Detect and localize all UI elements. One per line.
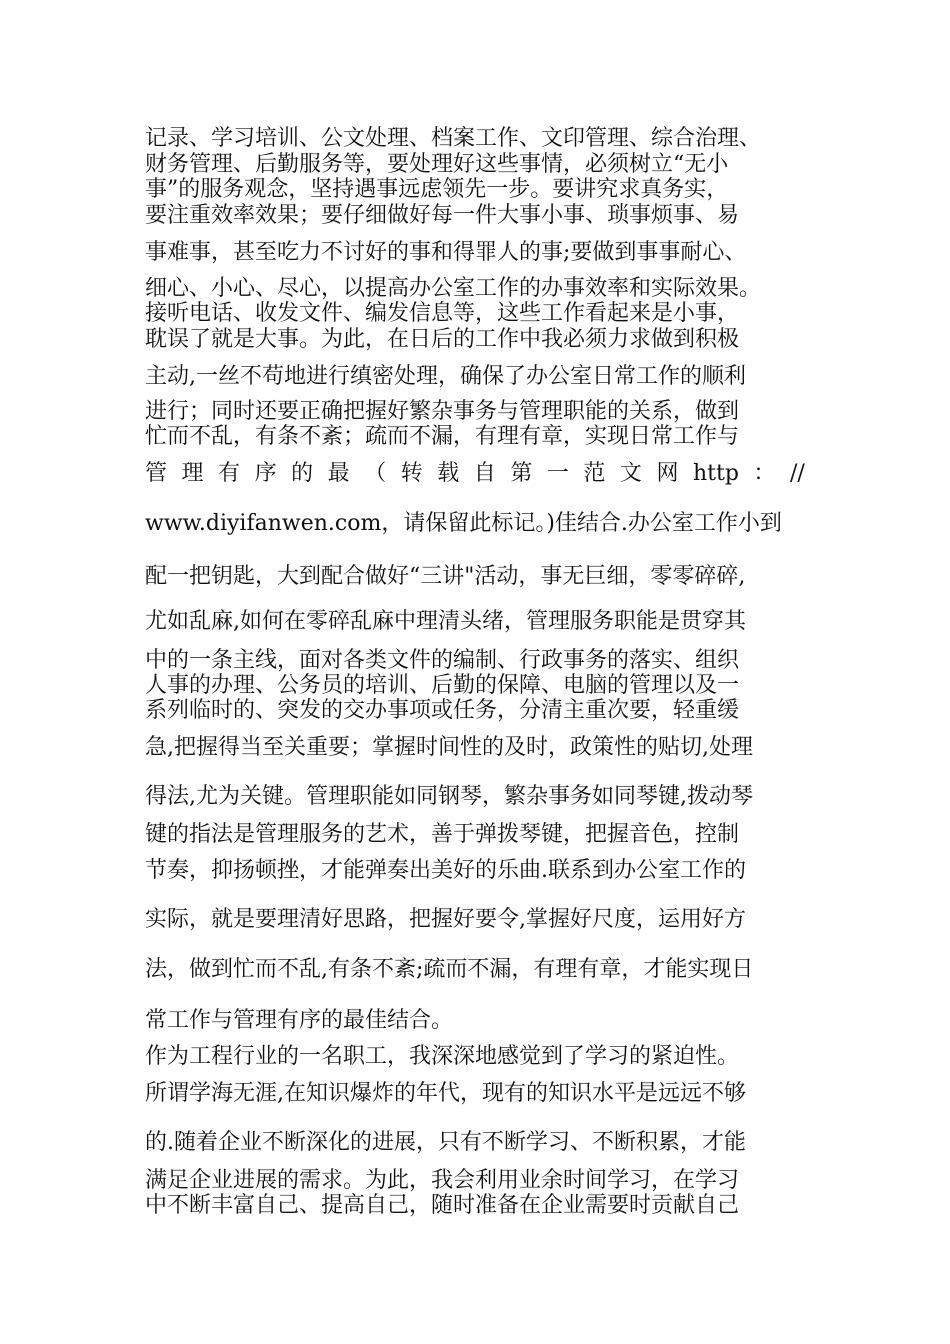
text-line: 财务管理、后勤服务等，要处理好这些事情，必须树立“无小 xyxy=(145,152,729,177)
text-line: 急,把握得当至关重要；掌握时间性的及时，政策性的贴切,处理 xyxy=(145,735,753,760)
spread-char: 自 xyxy=(473,461,496,486)
spread-char: 有 xyxy=(218,461,241,486)
text-line: 得法,尤为关键。管理职能如同钢琴，繁杂事务如同琴键,拨动琴 xyxy=(145,784,753,809)
spread-char: 管 xyxy=(145,461,168,486)
text-line: 法，做到忙而不乱,有条不紊;疏而不漏，有理有章，才能实现日 xyxy=(145,957,754,982)
spread-char: （ xyxy=(364,461,387,486)
text-line: 作为工程行业的一名职工，我深深地感觉到了学习的紧迫性。 xyxy=(145,1044,740,1069)
text-line: 事”的服务观念，坚持遇事远虑领先一步。要讲究求真务实， xyxy=(145,177,729,202)
text-line: 实际，就是要理清好思路，把握好要令,掌握好尺度，运用好方 xyxy=(145,907,746,932)
text-line: 耽误了就是大事。为此，在日后的工作中我必须力求做到积极 xyxy=(145,327,740,352)
text-line: 键的指法是管理服务的艺术，善于弹拨琴键，把握音色，控制 xyxy=(145,822,740,847)
text-line: 配一把钥匙，大到配合做好“三讲"活动，事无巨细，零零碎碎, xyxy=(145,564,746,589)
text-line: 节奏，抑扬顿挫，才能弹奏出美好的乐曲.联系到办公室工作的 xyxy=(145,858,746,883)
text-line: 进行；同时还要正确把握好繁杂事务与管理职能的关系，做到 xyxy=(145,399,740,424)
text-line: 满足企业进展的需求。为此，我会利用业余时间学习，在学习 xyxy=(145,1168,740,1193)
text-line: 要注重效率效果；要仔细做好每一件大事小事、琐事烦事、易 xyxy=(145,203,740,228)
spread-char: 序 xyxy=(254,461,277,486)
spread-char: 网 xyxy=(656,461,679,486)
spread-char: // xyxy=(789,461,805,486)
text-line: 系列临时的、突发的交办事项或任务，分清主重次要，轻重缓 xyxy=(145,698,740,723)
spread-char: 的 xyxy=(291,461,314,486)
text-line: 常工作与管理有序的最佳结合。 xyxy=(145,1008,454,1033)
text-line: 事难事，甚至吃力不讨好的事和得罪人的事;要做到事事耐心、 xyxy=(145,240,747,265)
spread-char: 转 xyxy=(400,461,423,486)
spread-char: http xyxy=(692,461,739,486)
text-line: www.diyifanwen.com，请保留此标记。)佳结合.办公室工作小到 xyxy=(145,511,782,536)
spread-char: 一 xyxy=(546,461,569,486)
text-line: 的.随着企业不断深化的进展，只有不断学习、不断积累，才能 xyxy=(145,1130,746,1155)
text-line: 忙而不乱，有条不紊；疏而不漏，有理有章，实现日常工作与 xyxy=(145,424,740,449)
spread-char: 载 xyxy=(437,461,460,486)
spread-char: 第 xyxy=(510,461,533,486)
text-line: 细心、小心、尽心，以提高办公室工作的办事效率和实际效果。 xyxy=(145,276,762,301)
text-line: 记录、学习培训、公文处理、档案工作、文印管理、综合治理、 xyxy=(145,126,762,151)
text-line: 中不断丰富自己、提高自己，随时准备在企业需要时贡献自己 xyxy=(145,1193,740,1218)
text-line: 接听电话、收发文件、编发信息等，这些工作看起来是小事， xyxy=(145,301,740,326)
spread-text-line xyxy=(145,461,805,487)
text-line: 中的一条主线，面对各类文件的编制、行政事务的落实、组织 xyxy=(145,648,740,673)
text-line: 所谓学海无涯,在知识爆炸的年代，现有的知识水平是远远不够 xyxy=(145,1081,746,1106)
text-line: 主动,一丝不苟地进行缜密处理，确保了办公室日常工作的顺利 xyxy=(145,364,746,389)
spread-char: ： xyxy=(753,461,776,486)
text-line: 人事的办理、公务员的培训、后勤的保障、电脑的管理以及一 xyxy=(145,673,740,698)
spread-char: 最 xyxy=(327,461,350,486)
spread-char: 文 xyxy=(619,461,642,486)
spread-char: 范 xyxy=(583,461,606,486)
spread-char: 理 xyxy=(181,461,204,486)
text-line: 尤如乱麻,如何在零碎乱麻中理清头绪，管理服务职能是贯穿其 xyxy=(145,609,746,634)
